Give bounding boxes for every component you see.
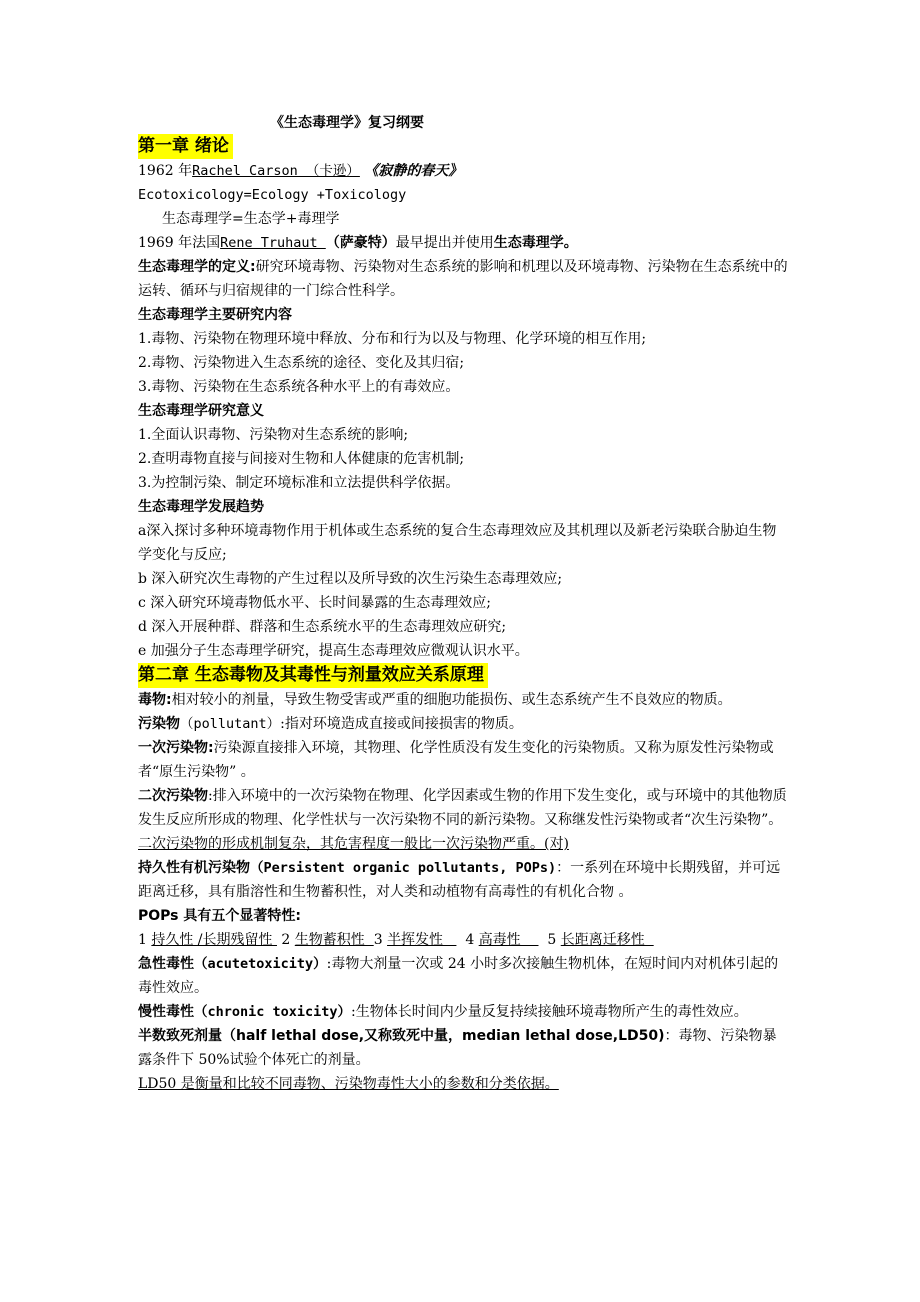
ld50-note: LD50 是衡量和比较不同毒物、污染物毒性大小的参数和分类依据。 [138,1076,559,1092]
definition-paragraph: 生态毒理学的定义:研究环境毒物、污染物对生态系统的影响和机理以及环境毒物、污染物在生态系统中的运转、循环与归宿规律的一门综合性科学。 [138,259,788,299]
list-item: 3.毒物、污染物在生态系统各种水平上的有毒效应。 [138,379,460,395]
ld50-paragraph: 半数致死剂量（half lethal dose,又称致死中量，median lethal dose,LD50)：毒物、污染物暴露条件下 50%试验个体死亡的剂量。 [138,1028,777,1068]
feature-persistent: 持久性 /长期残留性 [151,932,277,948]
list-item: d 深入开展种群、群落和生态系统水平的生态毒理效应研究; [138,619,507,635]
pollutant-paragraph: 污染物（pollutant）:指对环境造成直接或间接损害的物质。 [138,716,523,732]
list-item: 1.毒物、污染物在物理环境中释放、分布和行为以及与物理、化学环境的相互作用; [138,331,647,347]
pops-paragraph: 持久性有机污染物（Persistent organic pollutants, POPs)：一系列在环境中长期残留，并可远距离迁移，具有脂溶性和生物蓄积性，对人类和动植物有高毒性的有机化合物 。 [138,860,781,900]
list-item: 1.全面认识毒物、污染物对生态系统的影响; [138,427,409,443]
feature-semivolatile: 半挥发性 [387,932,457,948]
silent-spring-title: 《寂静的春天》 [364,163,463,179]
list-item: 3.为控制污染、制定环境标准和立法提供科学依据。 [138,475,460,491]
poison-paragraph: 毒物:相对较小的剂量，导致生物受害或严重的细胞功能损伤、或生态系统产生不良效应的物质。 [138,692,732,708]
significance-heading: 生态毒理学研究意义 [138,403,264,419]
list-item: a深入探讨多种环境毒物作用于机体或生态系统的复合生态毒理效应及其机理以及新老污染联合胁迫生物学变化与反应; [138,523,777,563]
pops-features-line: 1 持久性 /长期残留性 2 生物蓄积性 3 半挥发性 4 高毒性 5 长距离迁移性 [138,932,654,948]
truhaut-line: 1969 年法国Rene Truhaut （萨豪特）最早提出并使用生态毒理学。 [138,235,578,251]
trend-heading: 生态毒理学发展趋势 [138,499,264,515]
list-item: 2.毒物、污染物进入生态系统的途径、变化及其归宿; [138,355,465,371]
feature-bioaccumulative: 生物蓄积性 [294,932,374,948]
truhaut-name: Rene Truhaut [220,235,326,251]
secondary-note: 二次污染物的形成机制复杂，其危害程度一般比一次污染物严重。(对) [138,836,569,852]
content-heading: 生态毒理学主要研究内容 [138,307,292,323]
list-item: b 深入研究次生毒物的产生过程以及所导致的次生污染生态毒理效应; [138,571,563,587]
carson-line: 1962 年Rachel Carson （卡逊） 《寂静的春天》 [138,163,463,179]
list-item: e 加强分子生态毒理学研究，提高生态毒理效应微观认识水平。 [138,643,529,659]
list-item: 2.查明毒物直接与间接对生物和人体健康的危害机制; [138,451,465,467]
pops-features-heading: POPs 具有五个显著特性: [138,908,301,924]
chronic-toxicity-paragraph: 慢性毒性（chronic toxicity）:生物体长时间内少量反复持续接触环境毒物所产生的毒性效应。 [138,1004,748,1020]
feature-long-range: 长距离迁移性 [560,932,654,948]
chapter-1-heading: 第一章 绪论 [138,134,233,159]
ecotoxicology-formula-cn: 生态毒理学=生态学+毒理学 [162,211,340,227]
secondary-pollutant-paragraph: 二次污染物:排入环境中的一次污染物在物理、化学因素或生物的作用下发生变化，或与环境中的其他物质发生反应所形成的物理、化学性状与一次污染物不同的新污染物。又称继发性污染物或者“次生污染物”。 [138,788,787,828]
feature-high-toxicity: 高毒性 [478,932,539,948]
definition-label: 生态毒理学的定义: [138,259,256,275]
primary-pollutant-paragraph: 一次污染物:污染源直接排入环境，其物理、化学性质没有发生变化的污染物质。又称为原发性污染物或者“原生污染物” 。 [138,740,774,780]
chapter-2-heading: 第二章 生态毒物及其毒性与剂量效应关系原理 [138,663,488,688]
document-title: 《生态毒理学》复习纲要 [270,115,424,131]
carson-name: Rachel Carson （卡逊） [192,163,360,179]
document-page [138,112,788,1096]
ecotoxicology-formula: Ecotoxicology=Ecology +Toxicology [138,187,407,203]
list-item: c 深入研究环境毒物低水平、长时间暴露的生态毒理效应; [138,595,492,611]
acute-toxicity-paragraph: 急性毒性（acutetoxicity）:毒物大剂量一次或 24 小时多次接触生物机体，在短时间内对机体引起的毒性效应。 [138,956,779,996]
